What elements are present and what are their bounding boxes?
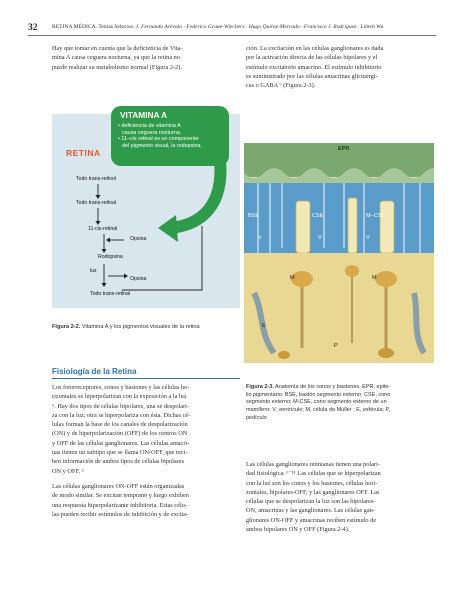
caption-line: segmento externo; M-CSE, cono segmento externo de un [246, 399, 387, 406]
text-line: estímulo excitatorio amacrino. El estímulo inhibitorio [246, 63, 382, 71]
green-arrow-head [158, 215, 178, 242]
figure-2-3-caption [246, 384, 436, 423]
left-body-paragraph [52, 383, 240, 519]
text-line: ción. La excitación en las células ganglionares es dada [246, 45, 384, 52]
bullet-line: • deficiencia de vitamina A [118, 123, 181, 129]
text-line: es suministrado por las células amacrinas glicinérgi- [246, 72, 378, 80]
retina-label: RETINA [66, 148, 101, 158]
text-line: mina A causa ceguera nocturna, ya que la retina no [52, 54, 180, 62]
text-line: ON, amacrinas y las ganglionares. Las células gan- [246, 507, 375, 515]
text-line: nas tienen un subtipo que se llama ON-OFF, que reci- [52, 449, 188, 457]
text-line: por la activación directa de las células bipolares y el [246, 54, 378, 62]
caption-line: pedículo [246, 414, 267, 421]
right-top-paragraph [246, 44, 436, 90]
vitamin-a-bullets [118, 123, 228, 149]
text-line: células que se despolarizan la luz son las bipolares- [246, 498, 376, 506]
section-title: Fisiología de la Retina [52, 367, 137, 376]
text-line: Las células ganglionares ON-OFF están organizadas [52, 482, 185, 490]
bullet-line: del pigmento visual, la rodopsina. [122, 142, 203, 149]
text-line: puede realizar su metabolismo normal (Figura 2-2). [52, 63, 182, 71]
caption-label: Figura 2-2. [52, 324, 81, 330]
label-m-cse: M–CSE [366, 213, 385, 219]
section-divider [52, 378, 240, 379]
text-line: zontales, bipolares-OFF, y las ganglionares OFF. Las [246, 488, 380, 496]
text-line: ON y OFF. ⁶ [52, 467, 84, 475]
vitamin-a-title: VITAMINA A [120, 110, 168, 120]
label-v: V [366, 235, 370, 241]
caption-line: lio pigmentario; BSE, bastón segmento externo; CSE, cono [246, 391, 391, 398]
running-header [52, 24, 383, 30]
bullet-line: causa ceguera nocturna. [122, 129, 182, 136]
text-line: y OFF de las células ganglionares. Las células amacri- [52, 439, 190, 447]
flow-step-todo-trans-retinol: Todo trans-retinol [76, 176, 117, 182]
header-authors: J. Fernando Arévalo · Federico Graue-Wiechers · Hugo Quiroz-Mercado · Francisco J. Rodríguez · Lihteh Wu [135, 24, 384, 30]
text-line: (ON) y de hiperpolarización (OFF) de los centros ON [52, 430, 188, 438]
flow-luz: luz [90, 268, 97, 274]
flow-opsina-out: Opsina [130, 276, 147, 282]
flow-opsina-in: Opsina [130, 236, 147, 242]
page-number: 32 [28, 23, 38, 33]
text-line: de modo similar. Se excitan temprano y luego exhiben [52, 492, 189, 500]
flow-step-11-cis-retinal: 11-cis-retinal [88, 226, 118, 232]
label-v: V [258, 235, 262, 241]
label-v: V [318, 235, 322, 241]
text-line: una respuesta hiperpolarizante inhibitoria. Estas célu- [52, 501, 187, 509]
label-epr: EPR [338, 146, 350, 152]
bullet-line: • 11–cis retinal es un componente [118, 136, 199, 143]
text-line: ambos bipolares ON y OFF (Figura 2-4). [246, 526, 350, 534]
running-title: RETINA MÉDICA. Temas Selectos. [52, 24, 135, 30]
caption-line: Anatomía de los conos y bastones. EPR, epite- [275, 384, 391, 390]
text-line: dad fisiológica. ⁶⁻¹¹ Las células que se hiperpolarizan [246, 470, 381, 478]
text-line: Las células ganglionares retinianas tienen una polari- [246, 461, 380, 468]
right-bottom-paragraph [246, 460, 436, 534]
text-line: ben información de ambos tipos de células bipolares [52, 458, 185, 466]
text-line: las pueden recibir estímulos de inhibición y de excita- [52, 510, 189, 518]
label-m: M [290, 275, 295, 281]
green-curved-arrow [170, 160, 220, 228]
text-line: Hay que tomar en cuenta que la deficiencia de Vita- [52, 45, 183, 52]
flow-rodopsina: Rodopsina [98, 254, 123, 260]
label-bse: BSE [248, 213, 260, 219]
figure-2-3-illustration [244, 143, 434, 363]
caption-label: Figura 2-3. [246, 384, 274, 390]
label-cse: CSE [312, 213, 324, 219]
header-divider [28, 35, 436, 36]
rods-cones-drawing [244, 143, 434, 363]
left-intro-paragraph [52, 44, 240, 72]
label-m: M [372, 275, 377, 281]
figure-2-2-caption [52, 324, 200, 330]
label-e: E [262, 323, 266, 329]
text-line: glionares ON-OFF y amacrinas reciben estímulo de [246, 516, 377, 524]
text-line: rizontales se hiperpolarizan con la exposición a la luz [52, 393, 187, 401]
text-line: Los fotorreceptores, conos y bastones y las células ho- [52, 384, 190, 391]
caption-text: Vitamina A y los pigmentos visuales de la retina [80, 324, 200, 330]
text-line: za con la luz; otra se hiperpolariza con ésta. Dichas cé- [52, 411, 191, 419]
text-line: con la luz son los conos y los bastones, células hori- [246, 479, 378, 487]
caption-line: mamífero; V, ventrículo; M, célula de Müller ; E, esférula; P, [246, 407, 390, 414]
text-line: lulas forman la base de los canales de despolarización [52, 421, 188, 429]
flow-step-todo-trans-retinal: Todo trans-retinal [76, 200, 117, 206]
text-line: cas o GABA ⁶ (Figura 2-3). [246, 82, 316, 90]
text-line: ⁶. Hay dos tipos de células bipolares, una se despolari- [52, 402, 190, 410]
flow-step-todo-trans-retinal-final: Todo trans-retinal [90, 291, 131, 297]
label-p: P [334, 343, 338, 349]
